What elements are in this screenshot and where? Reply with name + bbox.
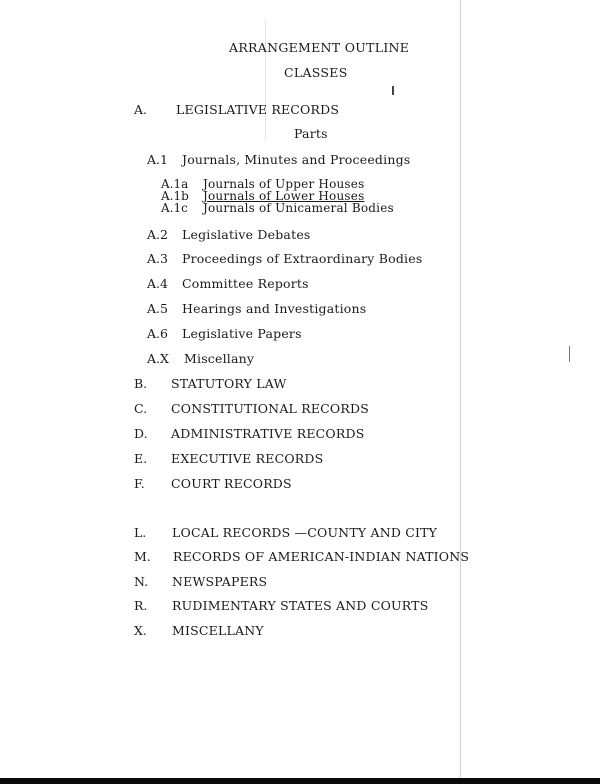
class-code: B. — [134, 376, 148, 391]
class-label: MISCELLANY — [172, 623, 264, 638]
part-label: Miscellany — [184, 351, 255, 366]
subpart-code: A.1c — [161, 201, 188, 215]
class-code: N. — [134, 574, 149, 589]
part-code: A.1 — [147, 152, 168, 167]
part-label: Hearings and Investigations — [182, 301, 367, 316]
subpart-label: Journals of Lower Houses — [203, 189, 365, 203]
part-code: A.3 — [147, 251, 168, 266]
class-label: RECORDS OF AMERICAN-INDIAN NATIONS — [173, 549, 470, 564]
class-code: E. — [134, 451, 148, 466]
class-code: M. — [134, 549, 151, 564]
subpart-label: Journals of Upper Houses — [203, 177, 365, 191]
part-label: Proceedings of Extraordinary Bodies — [182, 251, 423, 266]
class-code: F. — [134, 476, 145, 491]
part-label: Committee Reports — [182, 276, 309, 291]
class-code: A. — [134, 102, 148, 117]
subpart-code: A.1b — [161, 189, 189, 203]
class-code: C. — [134, 401, 148, 416]
class-code: R. — [134, 598, 148, 613]
document-title: ARRANGEMENT OUTLINE — [229, 40, 410, 55]
class-label: COURT RECORDS — [171, 476, 292, 491]
class-code: D. — [134, 426, 148, 441]
class-label: RUDIMENTARY STATES AND COURTS — [172, 598, 429, 613]
subpart-label: Journals of Unicameral Bodies — [203, 201, 394, 215]
part-label: Legislative Papers — [182, 326, 302, 341]
class-label: NEWSPAPERS — [172, 574, 268, 589]
class-label: EXECUTIVE RECORDS — [171, 451, 324, 466]
class-label: LEGISLATIVE RECORDS — [176, 102, 340, 117]
document-subtitle: CLASSES — [284, 65, 348, 80]
parts-heading: Parts — [294, 126, 328, 141]
class-code: X. — [134, 623, 147, 638]
part-code: A.2 — [147, 227, 168, 242]
scan-speck — [392, 86, 394, 95]
part-label: Journals, Minutes and Proceedings — [182, 152, 411, 167]
part-label: Legislative Debates — [182, 227, 311, 242]
part-code: A.X — [147, 351, 169, 366]
scan-edge-line — [460, 0, 461, 778]
class-label: STATUTORY LAW — [171, 376, 287, 391]
class-label: ADMINISTRATIVE RECORDS — [171, 426, 365, 441]
part-code: A.5 — [147, 301, 168, 316]
part-code: A.4 — [147, 276, 168, 291]
part-code: A.6 — [147, 326, 168, 341]
subpart-code: A.1a — [161, 177, 189, 191]
scan-bottom-border — [0, 778, 600, 784]
scan-speck — [569, 346, 570, 362]
class-label: CONSTITUTIONAL RECORDS — [171, 401, 369, 416]
class-code: L. — [134, 525, 147, 540]
class-label: LOCAL RECORDS —COUNTY AND CITY — [172, 525, 438, 540]
scan-fold-line — [265, 20, 266, 140]
